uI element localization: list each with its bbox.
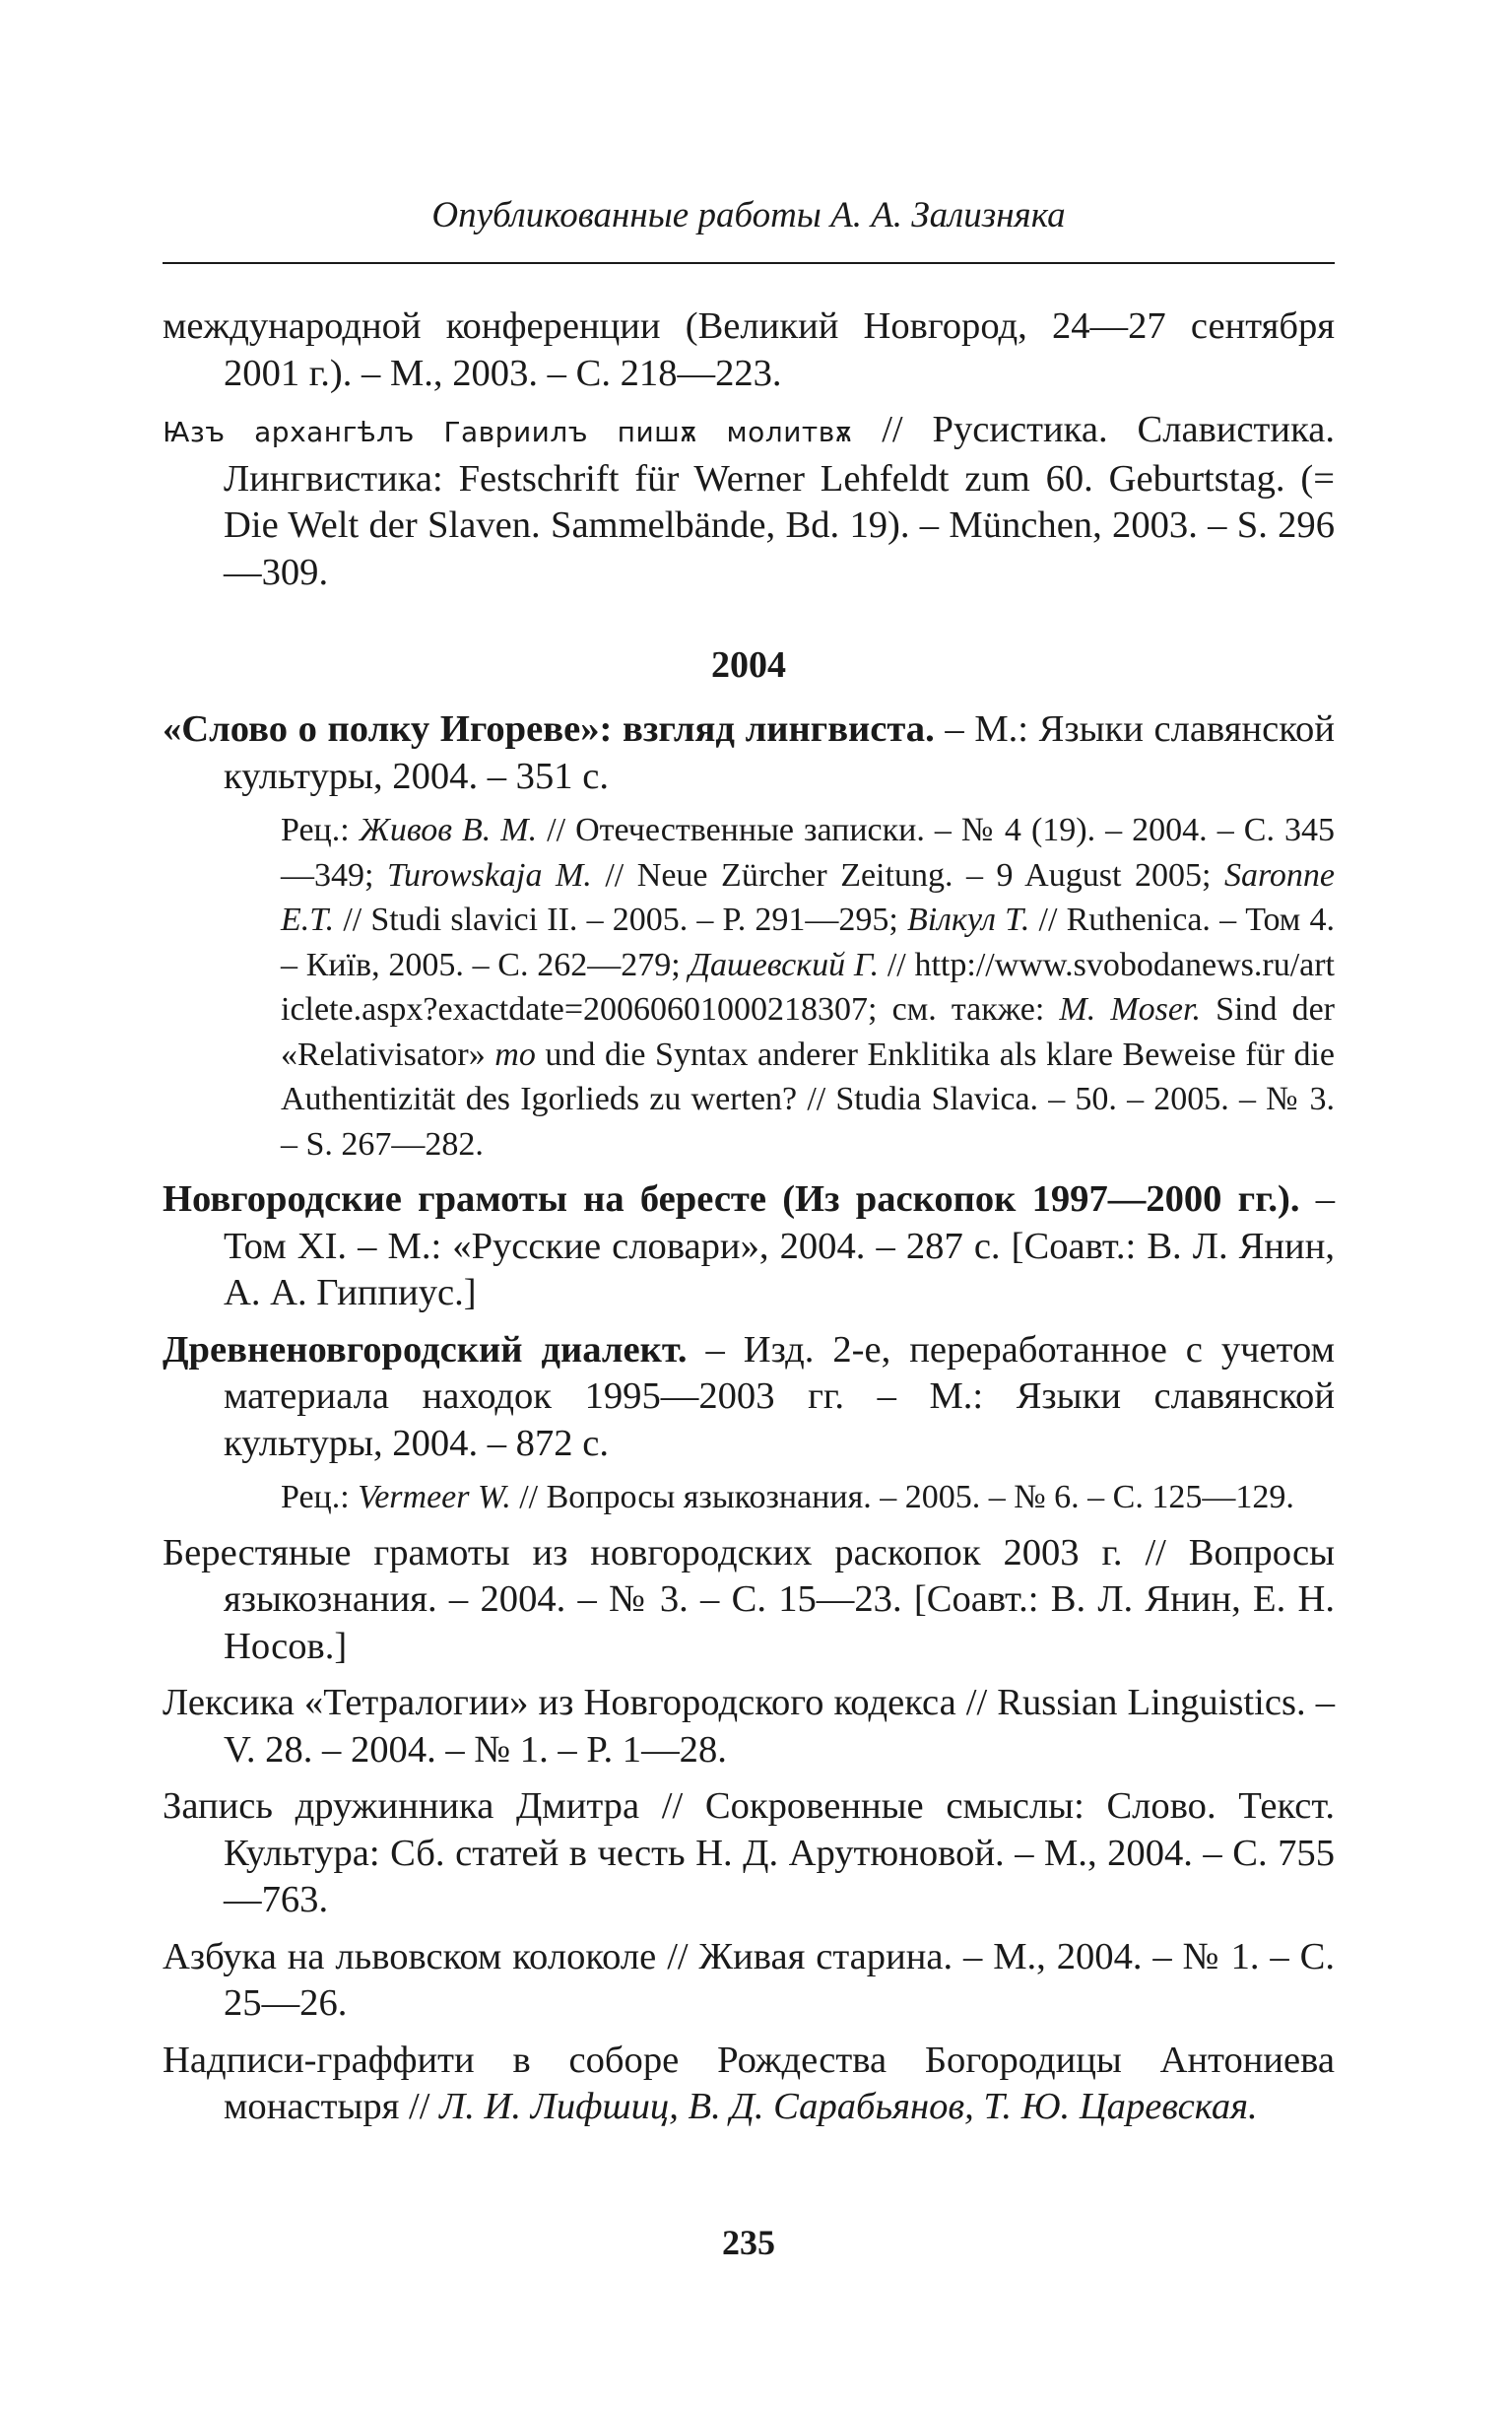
review-author: Saronne E.T.	[281, 856, 1335, 938]
review-dialekt	[281, 1475, 1335, 1520]
review-author: Vermeer W.	[358, 1479, 511, 1515]
entry-text: Берестяные грамоты из новгородских раскопок 2003 г. // Вопросы языкознания. – 2004. – № 3. – С. 15—23. [Соавт.: В. Л. Янин, Е. Н. Носов.]	[163, 1531, 1335, 1667]
entry-slovo	[163, 706, 1335, 800]
entry-dialekt	[163, 1327, 1335, 1468]
review-text: und die Syntax anderer Enklitika als klare Beweise für die Authentizität des Igorlieds zu werten? // Studia Slavica. – 50. – 2005. – № 3. – S. 267—282.	[281, 1036, 1335, 1163]
review-slovo	[281, 808, 1335, 1167]
review-text: // http://www.svobodanews.ru/articlete.aspx?exactdate=20060601000218307; см. также:	[281, 946, 1335, 1028]
entry-text: Лексика «Тетралогии» из Новгородского кодекса // Russian Linguistics. – V. 28. – 2004. – № 1. – P. 1—28.	[163, 1682, 1335, 1771]
entry-gramoty	[163, 1176, 1335, 1317]
review-author: M. Moser.	[1059, 991, 1201, 1028]
page-number: 235	[722, 2223, 775, 2262]
running-title: Опубликованные работы А. А. Зализняка	[431, 195, 1066, 235]
review-text: // Отечественные записки. – № 4 (19). – 2004. – С. 345—349;	[281, 812, 1335, 894]
entry-text: Запись дружинника Дмитра // Сокровенные смыслы: Слово. Текст. Культура: Сб. статей в честь Н. Д. Арутюновой. – М., 2004. – С. 755—763.	[163, 1785, 1335, 1920]
review-text: // Вопросы языкознания. – 2005. – № 6. – С. 125—129.	[510, 1479, 1294, 1515]
review-text: // Ruthenica. – Том 4. – Київ, 2005. – С. 262—279;	[281, 902, 1335, 983]
entry-text: международной конференции (Великий Новгород, 24—27 сентября 2001 г.). – М., 2003. – С. 218—223.	[163, 305, 1335, 394]
entry-berestyanye	[163, 1530, 1335, 1671]
entry-text: // Русистика. Славистика. Лингвистика: Festschrift für Werner Lehfeldt zum 60. Geburtstag. (= Die Welt der Slaven. Sammelbände, Bd. 19). – München, 2003. – S. 296—309.	[224, 409, 1335, 593]
entry-gavriil	[163, 407, 1335, 596]
entry-text: – Том XI. – М.: «Русские словари», 2004. – 287 с. [Соавт.: В. Л. Янин, А. А. Гиппиус.]	[224, 1178, 1335, 1313]
entry-text: – Изд. 2-е, переработанное с учетом материала находок 1995—2003 гг. – М.: Языки славянской культуры, 2004. – 872 с.	[224, 1328, 1335, 1464]
review-author: Живов В. М.	[359, 812, 538, 848]
header-rule	[163, 262, 1335, 264]
review-author: Вілкул Т.	[906, 902, 1030, 938]
entry-conference-continued	[163, 303, 1335, 397]
entry-zapis	[163, 1783, 1335, 1924]
entry-text: – М.: Языки славянской культуры, 2004. – 351 с.	[224, 708, 1335, 797]
entry-azbuka	[163, 1934, 1335, 2028]
review-text: // Neue Zürcher Zeitung. – 9 August 2005;	[591, 856, 1224, 894]
review-author: Дашевский Г.	[689, 946, 880, 983]
review-text: // Studi slavici II. – 2005. – P. 291—295;	[334, 902, 907, 938]
bibliography-body	[163, 303, 1335, 2141]
review-text: Sind der «Relativisator»	[281, 991, 1335, 1073]
review-label: Рец.:	[281, 1479, 359, 1515]
entry-title: Древненовгородский диалект.	[163, 1328, 688, 1371]
entry-leksika	[163, 1680, 1335, 1773]
entry-authors: Л. И. Лифшиц, В. Д. Сарабьянов, Т. Ю. Царевская.	[439, 2086, 1258, 2127]
review-italic-word: то	[494, 1036, 536, 1073]
entry-title: Новгородские грамоты на бересте (Из раскопок 1997—2000 гг.).	[163, 1178, 1300, 1220]
entry-text: Азбука на львовском колоколе // Живая старина. – М., 2004. – № 1. – С. 25—26.	[163, 1935, 1335, 2024]
review-label: Рец.:	[281, 812, 360, 848]
entry-title-church-slavonic: Ꙗзъ архангѣлъ Гавриилъ пишѫ молитвѫ	[163, 416, 853, 448]
review-author: Turowskaja M.	[387, 856, 592, 894]
entry-graffiti	[163, 2038, 1335, 2131]
year-heading: 2004	[711, 644, 786, 686]
entry-title: «Слово о полку Игореве»: взгляд лингвиста.	[163, 708, 935, 750]
entry-text: Надписи-граффити в соборе Рождества Богородицы Антониева монастыря //	[163, 2039, 1335, 2127]
